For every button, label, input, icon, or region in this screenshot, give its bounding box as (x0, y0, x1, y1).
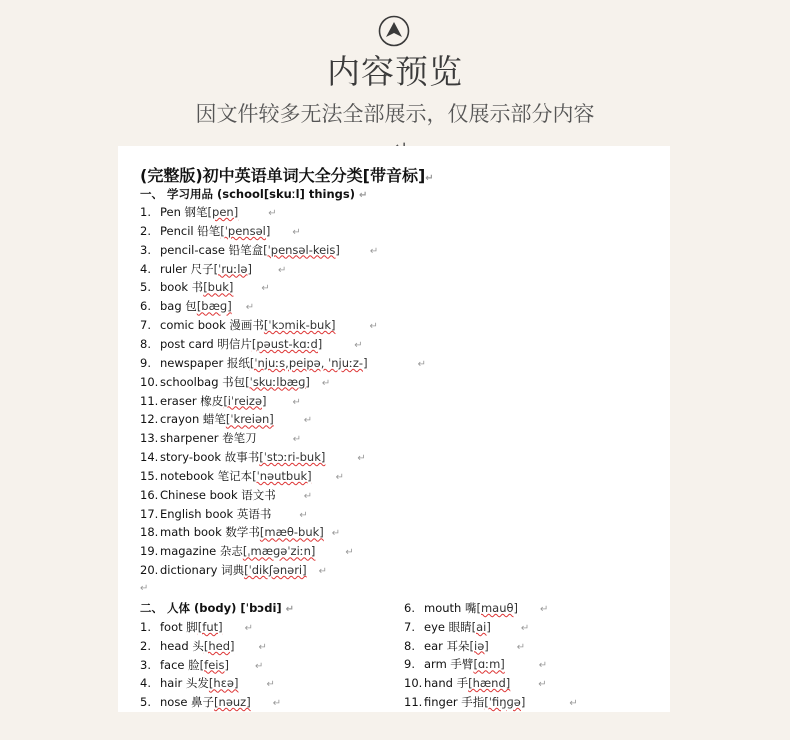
entry-number: 3. (140, 657, 151, 672)
entry-phonetic: [ˈstɔːri-buk] (259, 450, 326, 465)
word-entry (140, 224, 301, 240)
entry-word: Pencil 铅笔 (160, 223, 221, 238)
entry-phonetic: [hɛə] (208, 676, 239, 691)
entry-number: 17. (140, 506, 159, 521)
entry-word: head 头 (160, 638, 204, 653)
word-entry (140, 262, 286, 278)
entry-word: eye 眼睛 (424, 619, 472, 634)
entry-phonetic: [ai] (471, 619, 491, 634)
entry-phonetic: [nəuz] (214, 695, 251, 710)
word-entry (404, 676, 547, 692)
entry-word: crayon 蜡笔 (160, 412, 226, 427)
paragraph-mark: ↵ (292, 396, 301, 408)
entry-phonetic: [mæθ-buk] (259, 525, 324, 540)
entry-word: foot 脚 (160, 620, 198, 634)
entry-word: hair 头发 (160, 676, 209, 691)
entry-phonetic: [iə] (469, 638, 489, 653)
entry-number: 4. (140, 676, 151, 691)
paragraph-mark: ↵ (299, 509, 308, 521)
paragraph-mark: ↵ (266, 679, 275, 691)
paragraph-mark: ↵ (369, 321, 378, 333)
paragraph-mark: ↵ (520, 622, 530, 634)
entry-number: 1. (140, 205, 151, 219)
entry-phonetic: [ˈnəutbuk] (252, 468, 312, 483)
word-entry (140, 695, 281, 711)
paragraph-mark: ↵ (292, 226, 301, 238)
section-heading-body: 二、 人体 (body) [ˈbɔdi] ↵ (140, 601, 295, 615)
paragraph-mark: ↵ (331, 528, 341, 540)
word-entry (140, 658, 263, 674)
word-entry (140, 205, 277, 221)
word-entry (404, 657, 547, 673)
page-title: 内容预览 (327, 52, 463, 91)
entry-phonetic: [fut] (197, 620, 223, 634)
entry-phonetic: [ˈdikʃənəri] (244, 563, 307, 578)
entry-word: bag 包 (160, 299, 197, 314)
entry-word: finger 手指 (424, 695, 485, 709)
entry-number: 11. (404, 695, 423, 709)
word-entry (140, 412, 312, 428)
entry-phonetic: [hed] (203, 638, 235, 653)
entry-phonetic: [ˈpensəl-keis] (263, 242, 340, 257)
entry-number: 3. (140, 242, 151, 257)
entry-word: magazine 杂志 (160, 544, 243, 559)
paragraph-mark: ↵ (417, 358, 426, 370)
paragraph-mark: ↵ (354, 339, 363, 351)
word-entry (140, 337, 363, 353)
section-heading-school-things: 一、 学习用品 (school[skuːl] things) ↵ (140, 187, 368, 201)
entry-word: post card 明信片 (160, 336, 252, 351)
paragraph-mark: ↵ (345, 547, 354, 559)
entry-number: 14. (140, 450, 159, 465)
word-entry (404, 639, 525, 655)
paragraph-mark: ↵ (369, 245, 379, 257)
paragraph-mark: ↵ (540, 604, 549, 615)
entry-phonetic: [mauθ] (476, 601, 519, 615)
entry-number: 15. (140, 468, 159, 483)
entry-number: 8. (140, 336, 151, 351)
entry-word: math book 数学书 (160, 525, 260, 540)
entry-phonetic: [ˈskuːlbæɡ] (245, 374, 310, 389)
entry-word: story-book 故事书 (160, 450, 260, 465)
paragraph-mark: ↵ (254, 660, 264, 672)
entry-number: 5. (140, 695, 151, 710)
entry-number: 7. (404, 619, 415, 634)
entry-word: notebook 笔记本 (160, 468, 253, 483)
entry-word: arm 手臂 (424, 657, 474, 672)
entry-number: 2. (140, 638, 151, 653)
paragraph-mark: ↵ (538, 679, 547, 691)
paragraph-mark: ↵ (303, 490, 313, 502)
word-entry (140, 356, 426, 372)
entry-phonetic: [iˈreizə] (223, 393, 267, 408)
word-entry (140, 488, 312, 504)
entry-phonetic: [pəust-kɑːd] (251, 336, 323, 351)
entry-number: 12. (140, 412, 159, 427)
paragraph-mark: ↵ (272, 698, 282, 710)
entry-number: 7. (140, 318, 151, 333)
paragraph-mark: ↵ (244, 623, 254, 634)
entry-word: nose 鼻子 (160, 695, 215, 710)
page-subtitle: 因文件较多无法全部展示，仅展示部分内容 (195, 102, 595, 126)
entry-number: 16. (140, 487, 159, 502)
entry-phonetic: [pen] (207, 205, 239, 219)
paragraph-mark: ↵ (538, 660, 548, 672)
entry-number: 6. (140, 299, 151, 314)
word-entry (140, 544, 354, 560)
word-entry (404, 695, 578, 711)
word-entry (140, 280, 270, 296)
paragraph-mark: ↵ (140, 583, 149, 594)
entry-number: 10. (404, 676, 423, 691)
entry-phonetic: [bæɡ] (196, 299, 232, 314)
paragraph-mark: ↵ (258, 641, 267, 653)
word-entry (404, 601, 548, 617)
entry-word: ruler 尺子 (160, 261, 214, 276)
entry-phonetic: [feis] (199, 657, 229, 672)
entry-word: newspaper 报纸 (160, 355, 250, 370)
word-entry (140, 676, 275, 692)
entry-word: Chinese book 语文书 (160, 487, 276, 502)
word-entry (140, 299, 254, 315)
paragraph-mark: ↵ (569, 698, 578, 709)
paragraph-mark: ↵ (516, 641, 526, 653)
entry-number: 6. (404, 601, 415, 615)
paragraph-mark: ↵ (321, 377, 331, 389)
paragraph-mark: ↵ (335, 471, 345, 483)
word-entry (140, 431, 301, 447)
entry-word: pencil-case 铅笔盒 (160, 242, 264, 257)
entry-number: 2. (140, 223, 151, 238)
entry-word: English book 英语书 (160, 506, 272, 521)
entry-word: eraser 橡皮 (160, 393, 224, 408)
paragraph-mark: ↵ (277, 264, 287, 276)
entry-word: schoolbag 书包 (160, 374, 246, 389)
entry-word: sharpener 卷笔刀 (160, 431, 257, 446)
word-entry (140, 620, 253, 636)
entry-number: 13. (140, 431, 159, 446)
entry-phonetic: [ˈpensəl] (220, 223, 271, 238)
entry-number: 19. (140, 544, 159, 559)
entry-number: 18. (140, 525, 159, 540)
entry-word: ear 耳朵 (424, 638, 470, 653)
word-entry (140, 563, 327, 579)
entry-number: 9. (404, 657, 415, 672)
entry-phonetic: [buk] (203, 280, 234, 295)
entry-phonetic: [ɑːm] (473, 657, 505, 672)
entry-phonetic: [hænd] (468, 676, 511, 691)
word-entry (140, 469, 344, 485)
entry-number: 8. (404, 638, 415, 653)
word-entry (140, 639, 267, 655)
entry-number: 11. (140, 393, 159, 408)
word-entry (404, 620, 529, 636)
word-entry (140, 450, 366, 466)
paragraph-mark: ↵ (357, 453, 366, 465)
entry-number: 20. (140, 563, 159, 578)
entry-phonetic: [ˈruːlə] (213, 261, 252, 276)
word-entry (140, 525, 340, 541)
entry-number: 1. (140, 620, 151, 634)
entry-phonetic: [ˈkreiən] (225, 412, 274, 427)
paragraph-mark: ↵ (245, 302, 255, 314)
paragraph-mark: ↵ (261, 283, 270, 295)
word-entry (140, 243, 378, 259)
word-entry (140, 375, 330, 391)
document-preview (118, 146, 670, 712)
entry-word: comic book 漫画书 (160, 318, 264, 333)
entry-phonetic: [ˈfiŋɡə] (484, 695, 526, 709)
entry-phonetic: [ˈnjuːs,peipə, ˈnjuːz-] (249, 355, 368, 370)
paragraph-mark: ↵ (318, 566, 327, 578)
word-entry (140, 394, 301, 410)
entry-number: 9. (140, 355, 151, 370)
entry-phonetic: [ˈkɔmik-buk] (263, 318, 336, 333)
paragraph-mark: ↵ (303, 415, 313, 427)
entry-word: mouth 嘴 (424, 601, 477, 615)
entry-word: Pen 钢笔 (160, 205, 208, 219)
word-entry (140, 507, 308, 523)
entry-phonetic: [ˌmæɡəˈziːn] (242, 544, 316, 559)
entry-number: 5. (140, 280, 151, 295)
document-title: (完整版)初中英语单词大全分类[带音标]↵ (140, 166, 434, 185)
entry-number: 10. (140, 374, 159, 389)
paragraph-mark: ↵ (268, 208, 277, 219)
entry-word: dictionary 词典 (160, 563, 245, 578)
paragraph-mark: ↵ (292, 434, 302, 446)
scroll-up-icon[interactable] (378, 15, 410, 47)
entry-word: face 脸 (160, 657, 200, 672)
entry-word: book 书 (160, 280, 204, 295)
entry-word: hand 手 (424, 676, 469, 691)
entry-number: 4. (140, 261, 151, 276)
word-entry (140, 318, 378, 334)
